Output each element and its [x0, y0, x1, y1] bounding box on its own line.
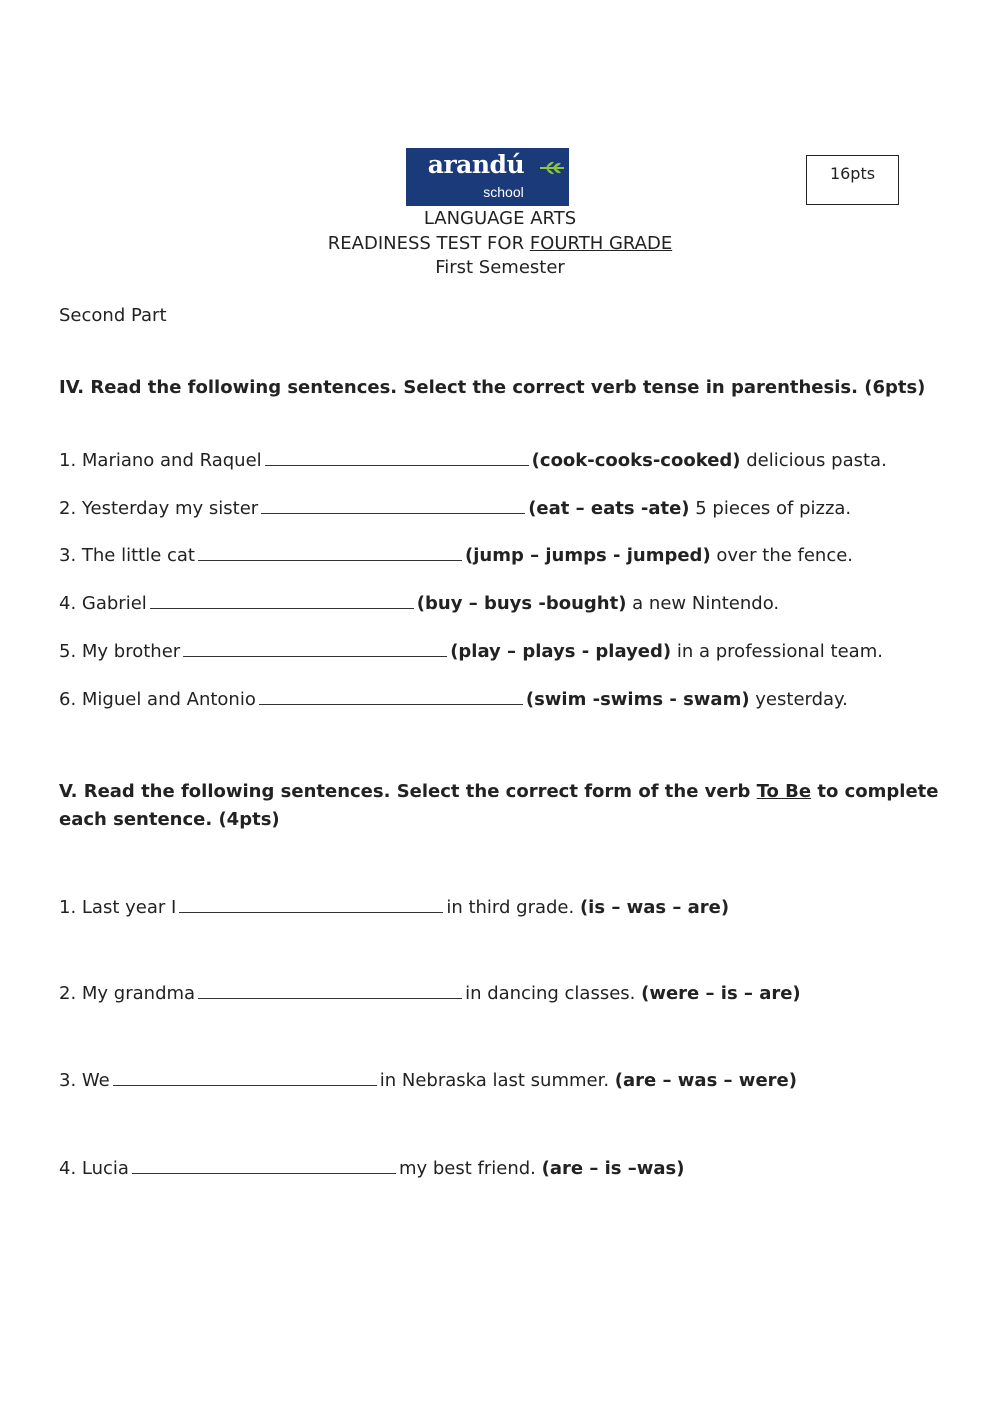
- section4-item-4: [59, 593, 779, 615]
- section4-item-6: [59, 689, 848, 711]
- section5-item-1: [59, 897, 729, 919]
- school-logo: [406, 148, 569, 206]
- instruction-prefix: V. Read the following sentences. Select the correct form of the verb: [59, 781, 757, 802]
- item-prefix: 4. Gabriel: [59, 593, 147, 614]
- test-title-prefix: READINESS TEST FOR: [327, 233, 530, 254]
- item-options: (eat – eats -ate): [528, 498, 690, 519]
- part-label: Second Part: [59, 305, 167, 326]
- answer-blank[interactable]: [265, 450, 529, 466]
- section4-item-2: [59, 498, 851, 520]
- item-prefix: 3. The little cat: [59, 545, 195, 566]
- test-title: [0, 233, 1000, 255]
- item-options: (swim -swims - swam): [525, 689, 750, 710]
- item-suffix: delicious pasta.: [740, 450, 887, 471]
- logo-sub-text: school: [483, 184, 524, 200]
- semester-label: First Semester: [435, 257, 565, 278]
- item-prefix: 4. Lucia: [59, 1158, 129, 1179]
- section5-item-3: [59, 1070, 797, 1092]
- section5-item-2: [59, 983, 801, 1005]
- section5-instruction: [59, 778, 939, 834]
- item-suffix: in dancing classes.: [465, 983, 642, 1004]
- item-options: (jump – jumps - jumped): [465, 545, 711, 566]
- item-suffix: yesterday.: [749, 689, 848, 710]
- item-options: (is – was – are): [579, 897, 730, 918]
- item-prefix: 1. Mariano and Raquel: [59, 450, 262, 471]
- instruction-suffix: to complete each sentence. (4pts): [59, 781, 939, 830]
- section4-item-3: [59, 545, 853, 567]
- instruction-verb: To Be: [756, 781, 812, 802]
- item-options: (are – is –was): [541, 1158, 685, 1179]
- item-suffix: over the fence.: [710, 545, 854, 566]
- answer-blank[interactable]: [198, 545, 462, 561]
- answer-blank[interactable]: [259, 689, 523, 705]
- item-options: (play – plays - played): [450, 641, 672, 662]
- points-box: [806, 155, 899, 205]
- section4-item-5: [59, 641, 883, 663]
- item-suffix: 5 pieces of pizza.: [689, 498, 852, 519]
- leaf-icon: [538, 158, 566, 178]
- section4-instruction: IV. Read the following sentences. Select the correct verb tense in parenthesis. (6pts): [59, 377, 926, 398]
- answer-blank[interactable]: [132, 1158, 396, 1174]
- item-options: (cook-cooks-cooked): [531, 450, 741, 471]
- section4-item-1: [59, 450, 887, 472]
- item-suffix: in Nebraska last summer.: [379, 1070, 615, 1091]
- item-suffix: my best friend.: [398, 1158, 542, 1179]
- answer-blank[interactable]: [198, 983, 462, 999]
- answer-blank[interactable]: [183, 641, 447, 657]
- item-suffix: in a professional team.: [671, 641, 883, 662]
- item-options: (buy – buys -bought): [416, 593, 627, 614]
- section5-item-4: [59, 1158, 684, 1180]
- answer-blank[interactable]: [261, 498, 525, 514]
- item-options: (are – was – were): [614, 1070, 797, 1091]
- item-prefix: 3. We: [59, 1070, 110, 1091]
- item-prefix: 2. My grandma: [59, 983, 196, 1004]
- answer-blank[interactable]: [113, 1070, 377, 1086]
- answer-blank[interactable]: [179, 897, 443, 913]
- item-prefix: 1. Last year I: [59, 897, 177, 918]
- subject-title: LANGUAGE ARTS: [423, 208, 577, 229]
- answer-blank[interactable]: [150, 593, 414, 609]
- test-grade: FOURTH GRADE: [529, 233, 673, 254]
- item-suffix: a new Nintendo.: [626, 593, 780, 614]
- item-prefix: 5. My brother: [59, 641, 181, 662]
- logo-brand-text: arandú: [427, 150, 525, 179]
- item-prefix: 6. Miguel and Antonio: [59, 689, 256, 710]
- item-prefix: 2. Yesterday my sister: [59, 498, 259, 519]
- item-options: (were – is – are): [641, 983, 801, 1004]
- item-suffix: in third grade.: [446, 897, 580, 918]
- points-label: 16pts: [829, 164, 876, 183]
